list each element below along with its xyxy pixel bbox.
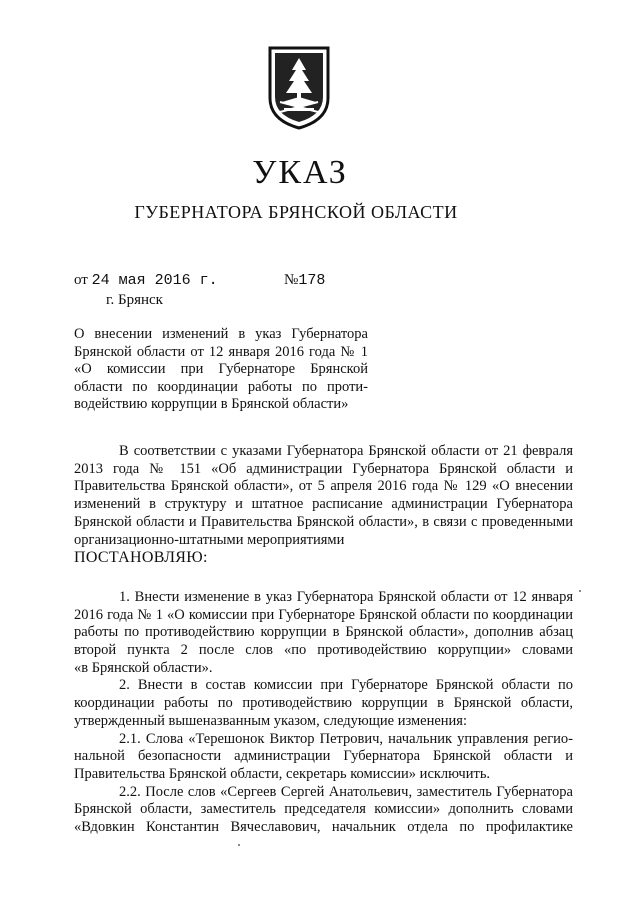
decree-subject (74, 326, 368, 414)
number-value: 178 (298, 272, 326, 289)
document-subtitle: ГУБЕРНАТОРА БРЯНСКОЙ ОБЛАСТИ (134, 202, 458, 222)
preamble-line: Правительства Брянской области», от 5 апреля 2016 года № 129 «О внесении (74, 478, 573, 495)
decree-word: ПОСТАНОВЛЯЮ: (74, 549, 208, 567)
item-2-line: 2. Внести в состав комиссии при Губернаторе Брянской области по (119, 677, 573, 694)
preamble-line: В соответствии с указами Губернатора Брянской области от 21 февраля (119, 443, 573, 459)
date-prefix: от (74, 272, 88, 288)
item-1-line: 2016 года № 1 «О комиссии при Губернаторе Брянской области по координации (74, 606, 573, 623)
item-1-line: «в Брянской области». (74, 659, 213, 676)
decree-body (74, 443, 573, 837)
item-2-1-line: 2.1. Слова «Терешонок Виктор Петрович, начальник управления регио- (119, 730, 573, 747)
preamble-line: изменений в структуру и штатное расписание администрации Губернатора (74, 496, 573, 513)
item-1-line: второй пункта 2 после слов «по противодействию коррупции» словами (74, 642, 573, 659)
item-1-line: 1. Внести изменение в указ Губернатора Брянской области от 12 января (119, 588, 573, 605)
item-2-2-line: 2.2. После слов «Сергеев Сергей Анатольевич, заместитель Губернатора (119, 783, 573, 800)
item-2-1-line: Правительства Брянской области, секретарь комиссии» исключить. (74, 765, 491, 782)
scan-speck (238, 844, 240, 846)
item-2-line: координации работы по противодействию коррупции в Брянской области, (74, 695, 573, 712)
number-sign: № (284, 272, 299, 288)
scan-speck (579, 590, 581, 592)
subject-line: «О комиссии при Губернаторе Брянской (74, 361, 368, 377)
preamble-line: организационно-штатными мероприятиями (74, 531, 345, 548)
date-value: 24 мая 2016 г. (91, 272, 218, 289)
document-title: УКАЗ (252, 154, 348, 191)
decree-number (284, 272, 325, 289)
item-2-2-line: Брянской области, заместитель председателя комиссии» дополнить словами (74, 801, 573, 818)
preamble-line: 2013 года № 151 «Об администрации Губернатора Брянской области и (74, 460, 573, 477)
issue-date (74, 272, 218, 289)
coat-of-arms-emblem (262, 42, 336, 132)
issue-city: г. Брянск (106, 292, 163, 308)
item-2-2-line: «Вдовкин Константин Вячеславович, начальник отдела по профилактике (74, 819, 573, 836)
subject-line: О внесении изменений в указ Губернатора (74, 326, 368, 342)
item-2-1-line: нальной безопасности администрации Губернатора Брянской области и (74, 748, 573, 765)
item-1-line: работы по противодействию коррупции в Брянской области», дополнив абзац (74, 624, 573, 641)
subject-line: области по координации работы по проти- (74, 378, 368, 395)
subject-line: водействию коррупции в Брянской области» (74, 396, 349, 412)
subject-line: Брянской области от 12 января 2016 года № 1 (74, 343, 368, 360)
item-2-line: утвержденный вышеназванным указом, следующие изменения: (74, 712, 468, 729)
preamble-line: Брянской области и Правительства Брянской области», в связи с проведенными (74, 513, 573, 530)
